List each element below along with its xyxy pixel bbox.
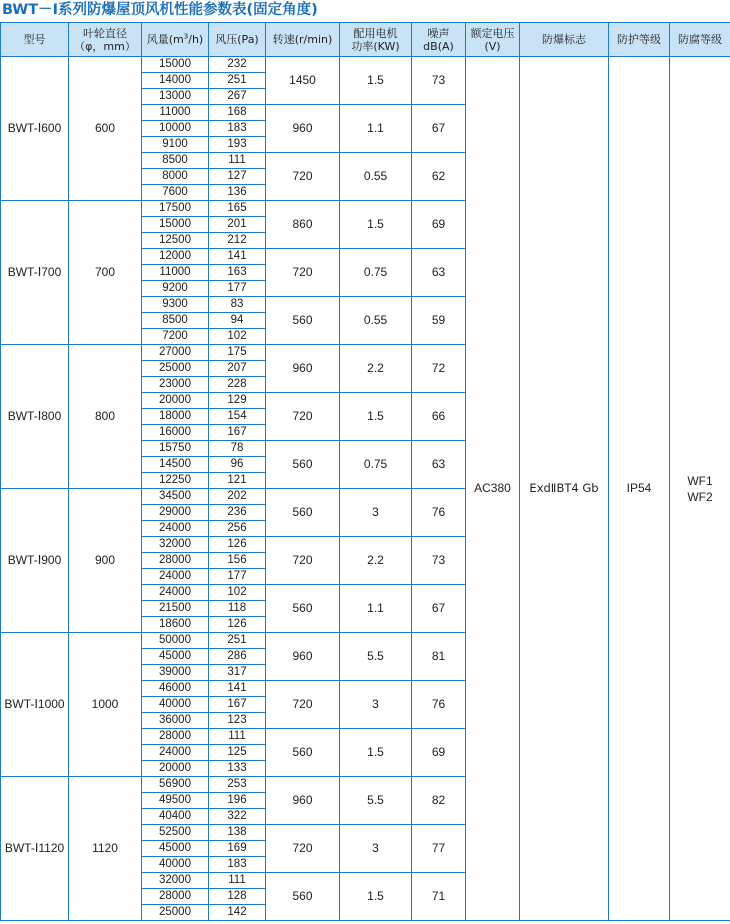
voltage-cell: AC380 xyxy=(466,57,520,921)
pressure-cell: 123 xyxy=(209,713,266,729)
flow-cell: 52500 xyxy=(142,825,209,841)
pressure-cell: 207 xyxy=(209,361,266,377)
header-diameter: 叶轮直径 （φ，mm） xyxy=(69,23,142,57)
flow-cell: 12000 xyxy=(142,249,209,265)
noise-cell: 67 xyxy=(412,585,466,633)
power-cell: 0.75 xyxy=(340,249,412,297)
pressure-cell: 128 xyxy=(209,889,266,905)
speed-cell: 560 xyxy=(266,489,340,537)
flow-cell: 34500 xyxy=(142,489,209,505)
speed-cell: 560 xyxy=(266,729,340,777)
diameter-cell: 600 xyxy=(69,57,142,201)
pressure-cell: 111 xyxy=(209,153,266,169)
flow-cell: 15000 xyxy=(142,217,209,233)
power-cell: 3 xyxy=(340,489,412,537)
diameter-cell: 1000 xyxy=(69,633,142,777)
flow-cell: 18000 xyxy=(142,409,209,425)
flow-cell: 11000 xyxy=(142,105,209,121)
power-cell: 5.5 xyxy=(340,777,412,825)
pressure-cell: 317 xyxy=(209,665,266,681)
flow-cell: 15000 xyxy=(142,57,209,73)
pressure-cell: 169 xyxy=(209,841,266,857)
pressure-cell: 201 xyxy=(209,217,266,233)
flow-cell: 28000 xyxy=(142,553,209,569)
flow-cell: 9300 xyxy=(142,297,209,313)
pressure-cell: 177 xyxy=(209,569,266,585)
table-body xyxy=(1,57,730,921)
flow-cell: 32000 xyxy=(142,873,209,889)
pressure-cell: 111 xyxy=(209,873,266,889)
header-model: 型号 xyxy=(1,23,69,57)
power-cell: 2.2 xyxy=(340,345,412,393)
header-noise: 噪声 dB(A) xyxy=(412,23,466,57)
flow-cell: 29000 xyxy=(142,505,209,521)
pressure-cell: 127 xyxy=(209,169,266,185)
flow-cell: 28000 xyxy=(142,889,209,905)
pressure-cell: 138 xyxy=(209,825,266,841)
noise-cell: 73 xyxy=(412,57,466,105)
pressure-cell: 168 xyxy=(209,105,266,121)
header-power: 配用电机 功率(KW) xyxy=(340,23,412,57)
power-cell: 1.5 xyxy=(340,201,412,249)
pressure-cell: 253 xyxy=(209,777,266,793)
noise-cell: 82 xyxy=(412,777,466,825)
flow-cell: 49500 xyxy=(142,793,209,809)
power-cell: 1.1 xyxy=(340,105,412,153)
pressure-cell: 163 xyxy=(209,265,266,281)
header-pressure: 风压(Pa) xyxy=(209,23,266,57)
flow-cell: 8500 xyxy=(142,153,209,169)
speed-cell: 960 xyxy=(266,633,340,681)
noise-cell: 69 xyxy=(412,729,466,777)
speed-cell: 560 xyxy=(266,585,340,633)
pressure-cell: 142 xyxy=(209,905,266,921)
pressure-cell: 183 xyxy=(209,121,266,137)
flow-cell: 11000 xyxy=(142,265,209,281)
flow-cell: 39000 xyxy=(142,665,209,681)
flow-cell: 9100 xyxy=(142,137,209,153)
protection-cell: IP54 xyxy=(609,57,670,921)
noise-cell: 66 xyxy=(412,393,466,441)
flow-cell: 45000 xyxy=(142,841,209,857)
pressure-cell: 232 xyxy=(209,57,266,73)
power-cell: 1.5 xyxy=(340,57,412,105)
pressure-cell: 136 xyxy=(209,185,266,201)
page-title: BWT－Ⅰ系列防爆屋顶风机性能参数表(固定角度) xyxy=(2,2,318,18)
flow-cell: 23000 xyxy=(142,377,209,393)
noise-cell: 71 xyxy=(412,873,466,921)
pressure-cell: 118 xyxy=(209,601,266,617)
header-voltage: 额定电压 (V) xyxy=(466,23,520,57)
flow-cell: 7200 xyxy=(142,329,209,345)
flow-cell: 21500 xyxy=(142,601,209,617)
pressure-cell: 154 xyxy=(209,409,266,425)
flow-cell: 24000 xyxy=(142,745,209,761)
pressure-cell: 102 xyxy=(209,585,266,601)
power-cell: 1.5 xyxy=(340,873,412,921)
pressure-cell: 193 xyxy=(209,137,266,153)
flow-cell: 16000 xyxy=(142,425,209,441)
pressure-cell: 202 xyxy=(209,489,266,505)
pressure-cell: 126 xyxy=(209,617,266,633)
flow-cell: 9200 xyxy=(142,281,209,297)
pressure-cell: 228 xyxy=(209,377,266,393)
header-protection: 防护等级 xyxy=(609,23,670,57)
pressure-cell: 177 xyxy=(209,281,266,297)
flow-cell: 7600 xyxy=(142,185,209,201)
speed-cell: 720 xyxy=(266,153,340,201)
diameter-cell: 1120 xyxy=(69,777,142,921)
power-cell: 3 xyxy=(340,825,412,873)
pressure-cell: 212 xyxy=(209,233,266,249)
flow-cell: 8500 xyxy=(142,313,209,329)
flow-cell: 32000 xyxy=(142,537,209,553)
speed-cell: 720 xyxy=(266,393,340,441)
flow-cell: 46000 xyxy=(142,681,209,697)
speed-cell: 720 xyxy=(266,249,340,297)
power-cell: 0.75 xyxy=(340,441,412,489)
model-cell: BWT-Ⅰ1120 xyxy=(1,777,69,921)
diameter-cell: 700 xyxy=(69,201,142,345)
power-cell: 0.55 xyxy=(340,153,412,201)
power-cell: 3 xyxy=(340,681,412,729)
speed-cell: 960 xyxy=(266,345,340,393)
pressure-cell: 83 xyxy=(209,297,266,313)
pressure-cell: 133 xyxy=(209,761,266,777)
flow-cell: 40400 xyxy=(142,809,209,825)
pressure-cell: 141 xyxy=(209,249,266,265)
pressure-cell: 322 xyxy=(209,809,266,825)
header-flow: 风量$(m^3/h)$ xyxy=(142,23,209,57)
flow-cell: 50000 xyxy=(142,633,209,649)
speed-cell: 960 xyxy=(266,777,340,825)
noise-cell: 67 xyxy=(412,105,466,153)
pressure-cell: 156 xyxy=(209,553,266,569)
pressure-cell: 256 xyxy=(209,521,266,537)
power-cell: 1.5 xyxy=(340,729,412,777)
speed-cell: 560 xyxy=(266,441,340,489)
flow-cell: 10000 xyxy=(142,121,209,137)
noise-cell: 62 xyxy=(412,153,466,201)
pressure-cell: 167 xyxy=(209,425,266,441)
power-cell: 2.2 xyxy=(340,537,412,585)
pressure-cell: 286 xyxy=(209,649,266,665)
flow-cell: 13000 xyxy=(142,89,209,105)
flow-cell: 36000 xyxy=(142,713,209,729)
flow-cell: 20000 xyxy=(142,393,209,409)
pressure-cell: 78 xyxy=(209,441,266,457)
pressure-cell: 102 xyxy=(209,329,266,345)
noise-cell: 63 xyxy=(412,441,466,489)
pressure-cell: 236 xyxy=(209,505,266,521)
header-corrosion: 防腐等级 xyxy=(670,23,730,57)
flow-cell: 14500 xyxy=(142,457,209,473)
flow-cell: 56900 xyxy=(142,777,209,793)
noise-cell: 81 xyxy=(412,633,466,681)
performance-table-wrapper xyxy=(0,22,730,921)
flow-cell: 18600 xyxy=(142,617,209,633)
flow-cell: 8000 xyxy=(142,169,209,185)
pressure-cell: 183 xyxy=(209,857,266,873)
flow-cell: 24000 xyxy=(142,569,209,585)
model-cell: BWT-Ⅰ900 xyxy=(1,489,69,633)
pressure-cell: 94 xyxy=(209,313,266,329)
pressure-cell: 141 xyxy=(209,681,266,697)
flow-cell: 17500 xyxy=(142,201,209,217)
pressure-cell: 175 xyxy=(209,345,266,361)
speed-cell: 960 xyxy=(266,105,340,153)
pressure-cell: 126 xyxy=(209,537,266,553)
speed-cell: 560 xyxy=(266,873,340,921)
noise-cell: 59 xyxy=(412,297,466,345)
table-row xyxy=(1,57,730,73)
flow-cell: 25000 xyxy=(142,905,209,921)
noise-cell: 72 xyxy=(412,345,466,393)
header-row xyxy=(1,23,730,57)
diameter-cell: 800 xyxy=(69,345,142,489)
header-speed: 转速(r/min) xyxy=(266,23,340,57)
header-explosion: 防爆标志 xyxy=(520,23,609,57)
pressure-cell: 196 xyxy=(209,793,266,809)
diameter-cell: 900 xyxy=(69,489,142,633)
speed-cell: 720 xyxy=(266,825,340,873)
flow-cell: 27000 xyxy=(142,345,209,361)
noise-cell: 73 xyxy=(412,537,466,585)
pressure-cell: 125 xyxy=(209,745,266,761)
pressure-cell: 165 xyxy=(209,201,266,217)
model-cell: BWT-Ⅰ1000 xyxy=(1,633,69,777)
pressure-cell: 96 xyxy=(209,457,266,473)
flow-cell: 20000 xyxy=(142,761,209,777)
noise-cell: 69 xyxy=(412,201,466,249)
noise-cell: 77 xyxy=(412,825,466,873)
flow-cell: 25000 xyxy=(142,361,209,377)
pressure-cell: 111 xyxy=(209,729,266,745)
pressure-cell: 129 xyxy=(209,393,266,409)
corrosion-value-1: WF1 xyxy=(687,473,713,488)
flow-cell: 24000 xyxy=(142,521,209,537)
flow-cell: 12250 xyxy=(142,473,209,489)
pressure-cell: 121 xyxy=(209,473,266,489)
flow-cell: 40000 xyxy=(142,857,209,873)
model-cell: BWT-Ⅰ700 xyxy=(1,201,69,345)
flow-cell: 24000 xyxy=(142,585,209,601)
pressure-cell: 251 xyxy=(209,73,266,89)
power-cell: 0.55 xyxy=(340,297,412,345)
power-cell: 1.1 xyxy=(340,585,412,633)
speed-cell: 720 xyxy=(266,681,340,729)
speed-cell: 1450 xyxy=(266,57,340,105)
performance-table xyxy=(0,22,730,921)
pressure-cell: 251 xyxy=(209,633,266,649)
model-cell: BWT-Ⅰ600 xyxy=(1,57,69,201)
noise-cell: 76 xyxy=(412,489,466,537)
corrosion-cell xyxy=(670,57,730,921)
flow-cell: 14000 xyxy=(142,73,209,89)
corrosion-value-2: WF2 xyxy=(687,489,713,504)
speed-cell: 860 xyxy=(266,201,340,249)
flow-cell: 12500 xyxy=(142,233,209,249)
flow-cell: 28000 xyxy=(142,729,209,745)
model-cell: BWT-Ⅰ800 xyxy=(1,345,69,489)
power-cell: 5.5 xyxy=(340,633,412,681)
noise-cell: 76 xyxy=(412,681,466,729)
flow-cell: 45000 xyxy=(142,649,209,665)
flow-cell: 15750 xyxy=(142,441,209,457)
flow-cell: 40000 xyxy=(142,697,209,713)
noise-cell: 63 xyxy=(412,249,466,297)
pressure-cell: 167 xyxy=(209,697,266,713)
pressure-cell: 267 xyxy=(209,89,266,105)
speed-cell: 560 xyxy=(266,297,340,345)
power-cell: 1.5 xyxy=(340,393,412,441)
explosion-cell: ExdⅡBT4 Gb xyxy=(520,57,609,921)
speed-cell: 720 xyxy=(266,537,340,585)
